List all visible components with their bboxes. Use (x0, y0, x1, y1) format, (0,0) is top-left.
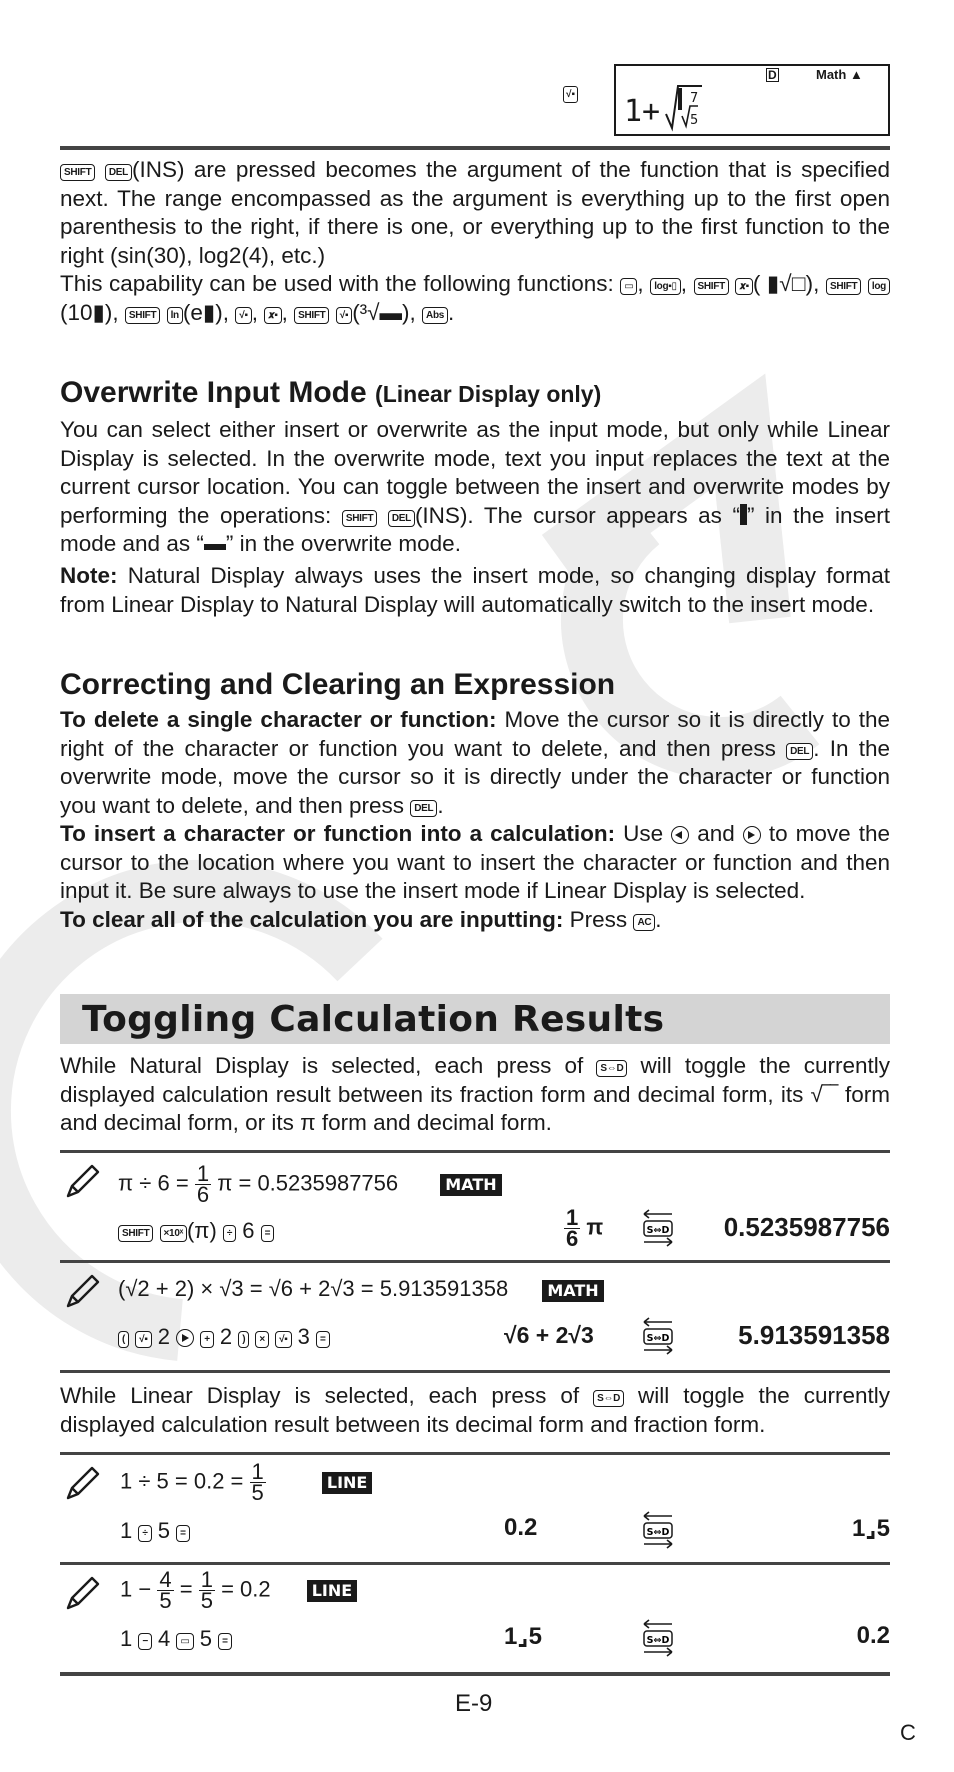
ex4-result-fraction: 1⌟5 (504, 1623, 542, 1650)
logab-key-icon: log▪▯ (650, 278, 681, 295)
intro-p2-10: (10▮), (60, 299, 125, 325)
mode-badge-line: LINE (322, 1472, 372, 1494)
fraction-key-icon: ▭ (620, 278, 637, 295)
overwrite-text: You can select either insert or overwrite as the input mode, but only while Linear Display is selected. In the overwrite mode, text you input replaces the text at the current cursor location. You can toggle between the insert and overwrite modes by performing the operations: SHIFT DEL (INS). The cursor appears as “ ” in the insert mode and as “ ” in the overwrite mode. (60, 417, 890, 556)
nested-sqrt-icon (664, 84, 704, 134)
sqrt-key-icon: √▪ (275, 1331, 291, 1348)
svg-text:5: 5 (690, 113, 699, 128)
svg-text:7: 7 (690, 91, 699, 106)
overwrite-cursor-icon (204, 544, 226, 550)
ex3-result-decimal: 0.2 (504, 1514, 538, 1541)
left-paren-key-icon: ( (118, 1331, 129, 1348)
x-square-key-icon: 𝒙▪ (735, 278, 752, 295)
ex3-keys: 1 ÷ 5 = (120, 1518, 190, 1544)
ex4-equation: 1 − $\frac{4}{5}$ = $\frac{1}{5}$ = 0.2 LINE (120, 1570, 357, 1611)
right-paren-key-icon: ) (238, 1331, 249, 1348)
pencil-icon (64, 1272, 102, 1310)
shift-key-icon: SHIFT (694, 278, 729, 295)
section-band (60, 994, 890, 1044)
sqrt-key-icon: √▪ (135, 1331, 151, 1348)
example-1 (60, 1152, 890, 1260)
divide-key-icon: ÷ (138, 1525, 151, 1542)
del-key-icon: DEL (786, 743, 813, 760)
heading-toggling: Toggling Calculation Results (82, 999, 665, 1040)
svg-text:S⇔D: S⇔D (646, 1333, 670, 1344)
mode-badge-math: MATH (542, 1280, 603, 1302)
shift-key-icon: SHIFT (60, 164, 95, 181)
shift-key-icon: SHIFT (118, 1225, 153, 1242)
del-key-icon: DEL (410, 800, 437, 817)
corner-mark: C (900, 1720, 916, 1745)
ex3-equation: 1 ÷ 5 = 0.2 = $\frac{1}{5}$ LINE (120, 1462, 372, 1503)
toggle-arrows-icon (640, 1510, 676, 1556)
display-indicator-d: D (768, 68, 777, 82)
ex2-result-decimal: 5.913591358 (738, 1320, 890, 1350)
intro-text: SHIFT DEL (INS) are pressed becomes the argument of the function that is specified next. The range encompassed as the argument is everything up to the first open parenthesis to the right, if there is one, or everything up to the first function to the right (sin(30), log2(4), etc.) This capability can be used with the following functions: ▭ , log▪▯ , SHIFT 𝒙▪ ( ▮√□), SHIFT log(10▮), SHIFT ln (e▮), √▪ , 𝒙▪ , SHIFT √▪ (³√▬), Abs . (60, 157, 890, 325)
intro-p2-e: (e▮), (182, 299, 236, 325)
shift-key-icon: SHIFT (294, 307, 329, 324)
ex4-result-decimal: 0.2 (856, 1622, 890, 1649)
fraction-key-icon: ▭ (176, 1633, 193, 1650)
page-number: E-9 (455, 1690, 493, 1717)
svg-text:S⇔D: S⇔D (646, 1225, 670, 1236)
shift-key-icon: SHIFT (826, 278, 861, 295)
example-3 (60, 1454, 890, 1562)
divider (60, 146, 890, 150)
sd-key-icon: S⇔D (596, 1060, 627, 1077)
times-key-icon: × (255, 1331, 269, 1348)
intro-p2-cube: (³√▬), (352, 299, 423, 325)
calculator-display (614, 64, 890, 136)
mode-badge-line: LINE (307, 1580, 357, 1602)
plus-key-icon: + (200, 1331, 214, 1348)
ex3-result-fraction: 1⌟5 (852, 1515, 890, 1542)
ex4-keys: 1 − 4 ▭ 5 = (120, 1626, 232, 1652)
intro-p1: (INS) are pressed becomes the argument of the function that is specified next. The range encompassed as the argument is everything up to the first open parenthesis to the right, if there is one, or everything up to the first function to the right (sin(30), log2(4), etc.) (60, 157, 890, 268)
sqrt-key-icon: √▪ (235, 307, 251, 324)
heading-correcting: Correcting and Clearing an Expression (60, 668, 616, 701)
x10-key-icon: ×10ˣ (160, 1225, 187, 1242)
sqrt-key-icon: √▪ (336, 307, 352, 324)
overwrite-note: Note: Natural Display always uses the insert mode, so changing display format from Linear Display to Natural Display will automatically switch to the insert mode. (60, 563, 890, 617)
divider (60, 1672, 890, 1676)
left-arrow-key-icon (671, 826, 689, 844)
right-arrow-key-icon (176, 1329, 194, 1347)
display-expression: 1+ (624, 94, 661, 129)
svg-text:S⇔D: S⇔D (646, 1527, 670, 1538)
ex2-result-surd: √6 + 2√3 (504, 1322, 594, 1348)
toggle-arrows-icon (640, 1316, 676, 1362)
example-2 (60, 1262, 890, 1370)
intro-p2-root: ( ▮√□), (752, 271, 826, 296)
divider (60, 1370, 890, 1373)
shift-key-icon: SHIFT (342, 510, 377, 527)
right-arrow-key-icon (743, 826, 761, 844)
equals-key-icon: = (316, 1331, 330, 1348)
toggling-text-1: While Natural Display is selected, each press of S⇔D will toggle the currently displayed calculation result between its fraction form and decimal form, its √‾‾ form and decimal form, or its π form and decimal form. (60, 1053, 890, 1135)
mode-badge-math: MATH (440, 1174, 501, 1196)
ex1-result-decimal: 0.5235987756 (723, 1212, 890, 1242)
ex1-result-fraction: $\frac{1}{6}$ π (566, 1205, 604, 1251)
minus-key-icon: − (138, 1633, 152, 1650)
equals-key-icon: = (218, 1633, 232, 1650)
log-key-icon: log (868, 278, 890, 295)
display-indicator-math: Math ▲ (816, 67, 863, 82)
ac-key-icon: AC (633, 914, 655, 931)
del-key-icon: DEL (388, 510, 415, 527)
toggle-arrows-icon (640, 1208, 676, 1254)
abs-key-icon: Abs (422, 307, 448, 324)
toggle-arrows-icon (640, 1618, 676, 1664)
ex1-keys: SHIFT ×10ˣ (π) ÷ 6 = (118, 1218, 274, 1244)
pencil-icon (64, 1574, 102, 1612)
shift-key-icon: SHIFT (125, 307, 160, 324)
pencil-icon (64, 1464, 102, 1502)
insert-cursor-icon (740, 504, 747, 525)
ln-key-icon: ln (167, 307, 183, 324)
sqrt-key-icon: √▪ (563, 86, 578, 103)
del-key-icon: DEL (105, 164, 132, 181)
ex2-equation: (√2 + 2) × √3 = √6 + 2√3 = 5.913591358 MATH (118, 1276, 604, 1302)
svg-text:S⇔D: S⇔D (646, 1635, 670, 1646)
ex1-equation: π ÷ 6 = $\frac{1}{6}$ π = 0.5235987756 MATH (118, 1164, 502, 1205)
intro-p2: This capability can be used with the following functions: (60, 271, 621, 296)
equals-key-icon: = (261, 1225, 275, 1242)
equals-key-icon: = (176, 1525, 190, 1542)
pencil-icon (64, 1162, 102, 1200)
ex2-keys: ( √▪ 2 + 2 ) × √▪ 3 = (118, 1324, 330, 1350)
example-4 (60, 1564, 890, 1672)
x-square-key-icon: 𝒙▪ (264, 307, 281, 324)
heading-overwrite: Overwrite Input Mode (Linear Display only) (60, 376, 602, 409)
toggling-text-2: While Linear Display is selected, each press of S⇔D will toggle the currently displayed calculation result between its decimal form and fraction form. (60, 1383, 891, 1437)
correcting-text: To delete a single character or function: Move the cursor so it is directly to the right of the character or function you want to delete, and then press DEL . In the overwrite mode, move the cursor so it is directly under the character or function you want to delete, and then press DEL . To insert a character or function into a calculation: Use and to move the cursor to the location where you want to insert the character or function and then input it. Be sure always to use the insert mode if Linear Display is selected. To clear all of the calculation you are inputting: Press AC . (60, 707, 891, 932)
sd-key-icon: S⇔D (593, 1390, 624, 1407)
divide-key-icon: ÷ (223, 1225, 236, 1242)
